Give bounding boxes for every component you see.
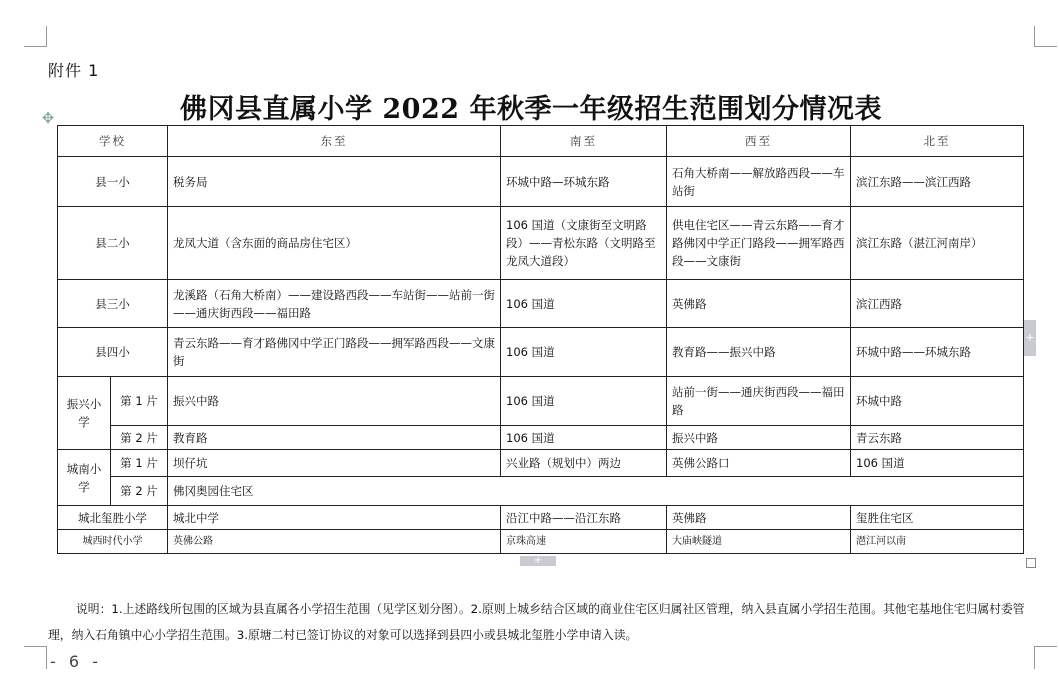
west-boundary: 供电住宅区——青云东路——育才路佛冈中学正门路段——拥军路西段——文康街 <box>667 207 851 280</box>
north-boundary: 环城中路 <box>851 377 1024 426</box>
header-school: 学校 <box>58 126 168 157</box>
south-boundary: 兴业路（规划中）两边 <box>501 450 667 477</box>
crop-mark-top-left <box>24 26 47 47</box>
south-boundary: 106 国道 <box>501 426 667 450</box>
east-boundary: 税务局 <box>168 157 501 207</box>
school-name: 县四小 <box>58 328 168 377</box>
south-boundary: 106 国道（文康街至文明路段）——青松东路（文明路至龙凤大道段） <box>501 207 667 280</box>
zone-label: 第 2 片 <box>111 426 168 450</box>
east-boundary: 城北中学 <box>168 506 501 530</box>
north-boundary: 青云东路 <box>851 426 1024 450</box>
south-boundary: 京珠高速 <box>501 530 667 554</box>
zone-label: 第 1 片 <box>111 450 168 477</box>
page-number: - 6 - <box>50 652 102 671</box>
north-boundary: 玺胜住宅区 <box>851 506 1024 530</box>
table-header-row <box>58 126 1024 157</box>
crop-mark-top-right <box>1034 26 1057 47</box>
table-row <box>58 450 1024 477</box>
north-boundary: 106 国道 <box>851 450 1024 477</box>
south-boundary: 106 国道 <box>501 377 667 426</box>
east-boundary: 青云东路——育才路佛冈中学正门路段——拥军路西段——文康街 <box>168 328 501 377</box>
west-boundary: 大庙峡隧道 <box>667 530 851 554</box>
east-boundary: 振兴中路 <box>168 377 501 426</box>
table-row <box>58 477 1024 506</box>
east-boundary: 龙凤大道（含东面的商品房住宅区） <box>168 207 501 280</box>
school-name: 县一小 <box>58 157 168 207</box>
move-handle-icon[interactable]: ✥ <box>41 109 55 127</box>
add-row-icon[interactable]: + <box>520 556 556 566</box>
west-boundary: 英佛路 <box>667 280 851 328</box>
school-name: 县二小 <box>58 207 168 280</box>
school-name: 城南小学 <box>58 450 111 506</box>
north-boundary: 滨江东路——滨江西路 <box>851 157 1024 207</box>
school-name: 城北玺胜小学 <box>58 506 168 530</box>
north-boundary: 环城中路——环城东路 <box>851 328 1024 377</box>
east-boundary: 佛冈奥园住宅区 <box>168 477 1024 506</box>
crop-mark-bottom-right <box>1034 646 1057 669</box>
school-name: 县三小 <box>58 280 168 328</box>
west-boundary: 石角大桥南——解放路西段——车站街 <box>667 157 851 207</box>
west-boundary: 教育路——振兴中路 <box>667 328 851 377</box>
table-row <box>58 207 1024 280</box>
table-row <box>58 328 1024 377</box>
resize-handle-icon[interactable] <box>1026 558 1036 568</box>
crop-mark-bottom-left <box>24 646 47 669</box>
west-boundary: 英佛路 <box>667 506 851 530</box>
table-row <box>58 506 1024 530</box>
attachment-label: 附件 1 <box>48 61 100 80</box>
header-north: 北至 <box>851 126 1024 157</box>
table-row <box>58 530 1024 554</box>
header-west: 西至 <box>667 126 851 157</box>
south-boundary: 沿江中路——沿江东路 <box>501 506 667 530</box>
table-row <box>58 157 1024 207</box>
school-name: 振兴小学 <box>58 377 111 450</box>
table-row <box>58 426 1024 450</box>
north-boundary: 滨江西路 <box>851 280 1024 328</box>
west-boundary: 振兴中路 <box>667 426 851 450</box>
page-number-value: 6 <box>68 652 84 671</box>
south-boundary: 环城中路—环城东路 <box>501 157 667 207</box>
table-row <box>58 377 1024 426</box>
add-column-icon[interactable]: + <box>1024 320 1036 356</box>
zone-label: 第 1 片 <box>111 377 168 426</box>
header-east: 东至 <box>168 126 501 157</box>
explanatory-note: 说明：1.上述路线所包围的区域为县直属各小学招生范围（见学区划分图）。2.原则上城乡结合区域的商业住宅区归属社区管理，纳入县直属小学招生范围。其他宅基地住宅归属村委管理，纳入石角镇中心小学招生范围。3.原塘二村已签订协议的对象可以选择到县四小或县城北玺胜小学申请入读。 <box>48 602 1025 642</box>
south-boundary: 106 国道 <box>501 328 667 377</box>
north-boundary: 潖江河以南 <box>851 530 1024 554</box>
zone-label: 第 2 片 <box>111 477 168 506</box>
school-name: 城西时代小学 <box>58 530 168 554</box>
table-row <box>58 280 1024 328</box>
east-boundary: 坝仔坑 <box>168 450 501 477</box>
west-boundary: 站前一街——通庆街西段——福田路 <box>667 377 851 426</box>
west-boundary: 英佛公路口 <box>667 450 851 477</box>
document-title: 佛冈县直属小学 2022 年秋季一年级招生范围划分情况表 <box>180 94 882 125</box>
enrollment-table <box>57 125 1024 554</box>
north-boundary: 滨江东路（湛江河南岸） <box>851 207 1024 280</box>
header-south: 南至 <box>501 126 667 157</box>
south-boundary: 106 国道 <box>501 280 667 328</box>
east-boundary: 英佛公路 <box>168 530 501 554</box>
east-boundary: 龙溪路（石角大桥南）——建设路西段——车站街——站前一街——通庆街西段——福田路 <box>168 280 501 328</box>
east-boundary: 教育路 <box>168 426 501 450</box>
